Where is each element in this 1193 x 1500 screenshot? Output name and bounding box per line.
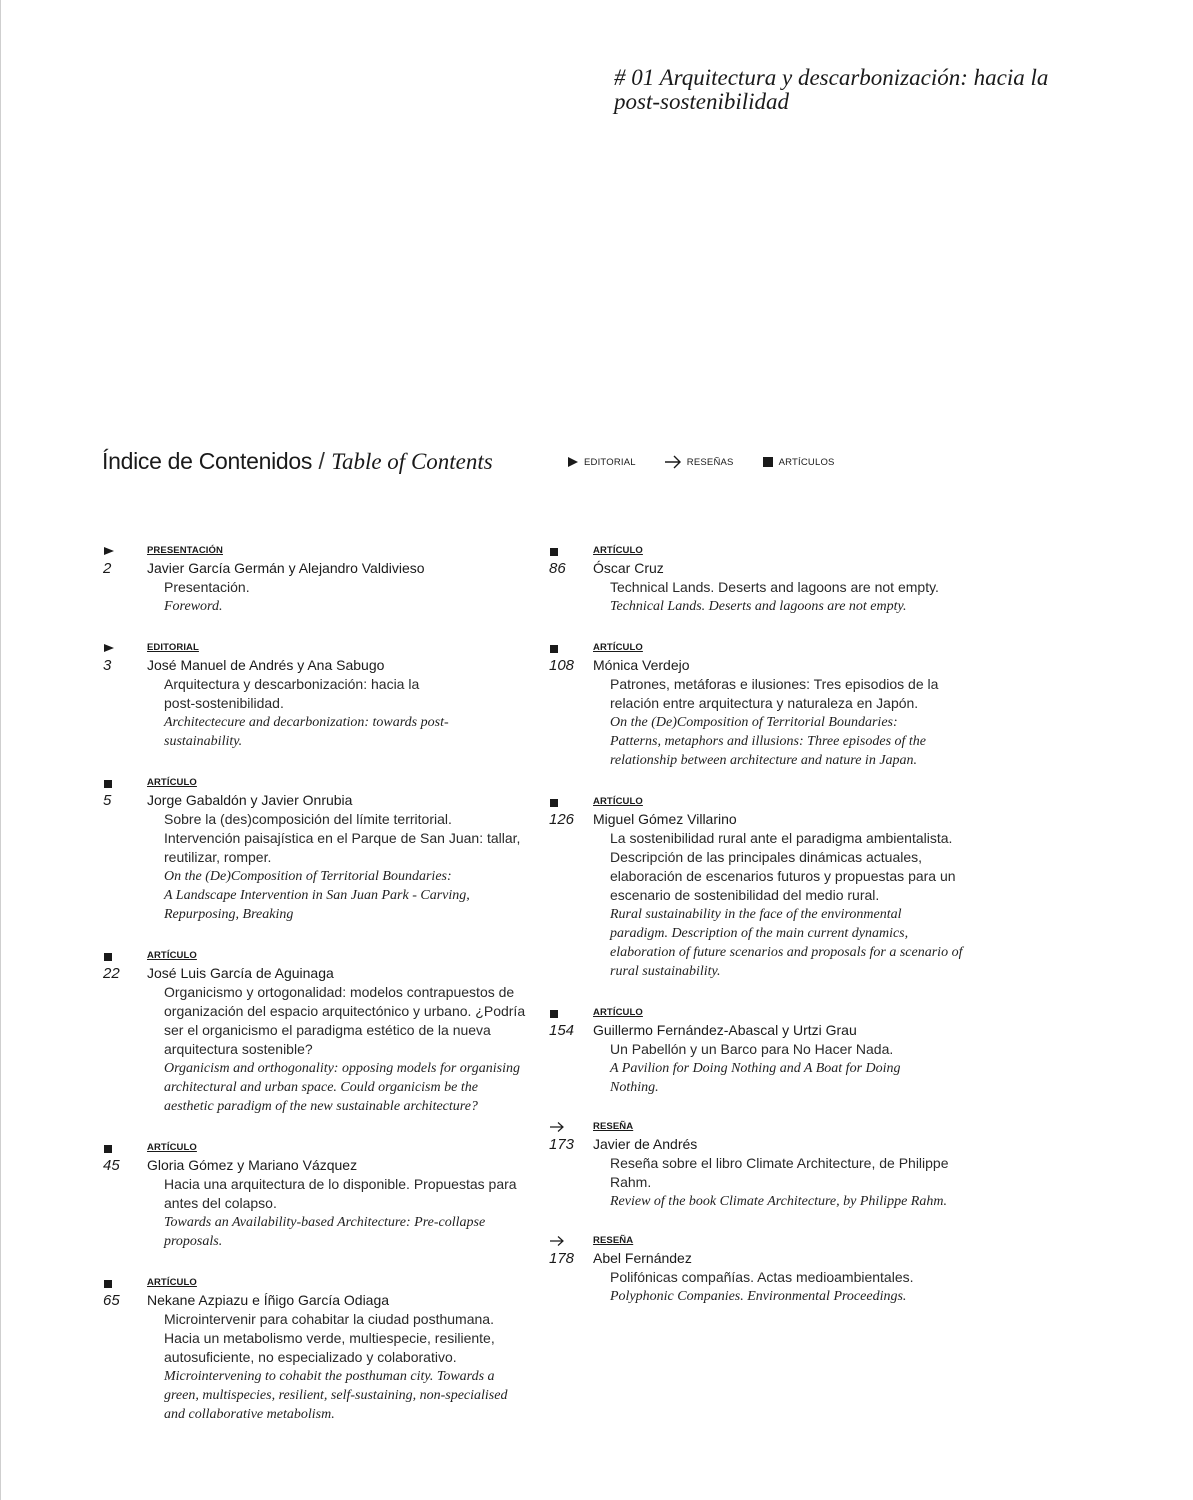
entry-page-number: 3 — [103, 657, 112, 674]
entry-description-es: arquitectura sostenible? — [164, 1041, 313, 1057]
entry-description-en: Technical Lands. Deserts and lagoons are not empty. — [610, 599, 907, 614]
toc-entry — [103, 949, 533, 1116]
entry-description-en: Review of the book Climate Architecture, by Philippe Rahm. — [610, 1194, 947, 1209]
entry-description-es: post-sostenibilidad. — [164, 695, 284, 711]
entry-description-en: rural sustainability. — [610, 964, 721, 979]
entry-authors: Javier de Andrés — [593, 1136, 698, 1152]
toc-heading — [102, 448, 493, 475]
entry-description-es: Organicismo y ortogonalidad: modelos contrapuestos de — [164, 984, 515, 1000]
entry-page-number: 173 — [549, 1136, 575, 1153]
triangle-icon — [567, 456, 579, 468]
entry-category: EDITORIAL — [147, 642, 199, 653]
entry-description-es: La sostenibilidad rural ante el paradigma ambientalista. — [610, 830, 953, 846]
entry-description-es: reutilizar, romper. — [164, 849, 272, 865]
entry-page-number: 108 — [549, 657, 575, 674]
toc-title-separator: / — [318, 448, 325, 474]
entry-description-en: A Pavilion for Doing Nothing and A Boat for Doing — [610, 1061, 901, 1076]
entry-description-es: antes del colapso. — [164, 1195, 277, 1211]
entry-category: RESEÑA — [593, 1235, 634, 1246]
entry-description-en: Nothing. — [610, 1080, 659, 1095]
toc-entry — [549, 1006, 979, 1097]
square-icon — [103, 777, 115, 789]
entry-description-es: Sobre la (des)composición del límite territorial. — [164, 811, 452, 827]
entry-description-es: Microintervenir para cohabitar la ciudad posthumana. — [164, 1311, 494, 1327]
toc-entry — [549, 1234, 979, 1306]
entry-description-en: Patterns, metaphors and illusions: Three episodes of the — [610, 734, 927, 749]
entry-page-number: 178 — [549, 1250, 575, 1267]
entry-authors: José Manuel de Andrés y Ana Sabugo — [147, 657, 385, 673]
toc-title-en: Table of Contents — [331, 449, 493, 474]
entry-description-es: Un Pabellón y un Barco para No Hacer Nada. — [610, 1041, 894, 1057]
entry-description-es: escenario de sostenibilidad del medio rural. — [610, 887, 880, 903]
entry-description-en: On the (De)Composition of Territorial Boundaries: — [610, 715, 898, 730]
entry-description-es: ser el organicismo el paradigma estético de la nueva — [164, 1022, 491, 1038]
triangle-icon — [103, 642, 115, 654]
entry-page-number: 154 — [549, 1022, 575, 1039]
entry-authors: José Luis García de Aguinaga — [147, 965, 334, 981]
page-edge-rule — [0, 0, 1, 1500]
toc-entry — [103, 641, 533, 751]
square-icon — [549, 545, 561, 557]
entry-category: ARTÍCULO — [593, 545, 643, 556]
entry-category: ARTÍCULO — [147, 950, 197, 961]
entry-category: ARTÍCULO — [147, 1142, 197, 1153]
arrow-right-icon — [549, 1235, 565, 1247]
toc-entry — [103, 544, 533, 616]
entry-description-es: autosuficiente, no especializado y colaborativo. — [164, 1349, 457, 1365]
entry-description-es: Patrones, metáforas e ilusiones: Tres episodios de la — [610, 676, 939, 692]
entry-description-es: elaboración de escenarios futuros y propuestas para un — [610, 868, 956, 884]
entry-description-en: and collaborative metabolism. — [164, 1407, 335, 1422]
entry-description-en: Organicism and orthogonality: opposing models for organising — [164, 1061, 520, 1076]
entry-category: ARTÍCULO — [593, 796, 643, 807]
arrow-right-icon — [549, 1121, 565, 1133]
entry-page-number: 65 — [103, 1292, 120, 1309]
entry-authors: Mónica Verdejo — [593, 657, 690, 673]
square-icon — [103, 1277, 115, 1289]
entry-description-es: Hacia una arquitectura de lo disponible. Propuestas para — [164, 1176, 517, 1192]
toc-column-left — [103, 544, 533, 1424]
entry-description-es: relación entre arquitectura y naturaleza en Japón. — [610, 695, 919, 711]
square-icon — [549, 1007, 561, 1019]
entry-description-en: Architectecure and decarbonization: towards post- — [164, 715, 449, 730]
legend-item-resenas — [664, 455, 734, 469]
entry-description-en: sustainability. — [164, 734, 243, 749]
square-icon — [103, 1142, 115, 1154]
entry-description-en: proposals. — [164, 1234, 223, 1249]
entry-description-es: Rahm. — [610, 1174, 652, 1190]
entry-page-number: 126 — [549, 811, 575, 828]
entry-page-number: 45 — [103, 1157, 120, 1174]
entry-category: ARTÍCULO — [147, 1277, 197, 1288]
entry-description-en: Repurposing, Breaking — [164, 907, 294, 922]
entry-authors: Jorge Gabaldón y Javier Onrubia — [147, 792, 353, 808]
toc-entry — [549, 544, 979, 616]
entry-authors: Óscar Cruz — [593, 560, 664, 576]
issue-title-line2: post-sostenibilidad — [614, 89, 790, 114]
entry-category: ARTÍCULO — [593, 1007, 643, 1018]
issue-title — [614, 66, 1134, 114]
entry-description-en: green, multispecies, resilient, self-sustaining, non-specialised — [164, 1388, 508, 1403]
arrow-right-icon — [664, 455, 682, 469]
entry-page-number: 22 — [103, 965, 120, 982]
entry-category: ARTÍCULO — [593, 642, 643, 653]
entry-description-es: Presentación. — [164, 579, 250, 595]
toc-title-es: Índice de Contenidos — [102, 448, 313, 474]
legend-label-resenas: RESEÑAS — [686, 456, 734, 468]
entry-authors: Gloria Gómez y Mariano Vázquez — [147, 1157, 358, 1173]
issue-title-line1: # 01 Arquitectura y descarbonización: hacia la — [614, 65, 1049, 90]
entry-description-es: Intervención paisajística en el Parque de San Juan: tallar, — [164, 830, 521, 846]
entry-authors: Nekane Azpiazu e Íñigo García Odiaga — [147, 1292, 390, 1308]
legend-item-articulos — [762, 456, 835, 468]
entry-description-en: A Landscape Intervention in San Juan Park - Carving, — [164, 888, 470, 903]
entry-description-es: Technical Lands. Deserts and lagoons are not empty. — [610, 579, 939, 595]
toc-entry — [549, 795, 979, 981]
legend-item-editorial — [567, 456, 636, 468]
entry-description-es: Reseña sobre el libro Climate Architecture, de Philippe — [610, 1155, 949, 1171]
entry-page-number: 2 — [103, 560, 112, 577]
entry-description-en: Microintervening to cohabit the posthuman city. Towards a — [164, 1369, 495, 1384]
toc-entry — [103, 1141, 533, 1251]
entry-authors: Abel Fernández — [593, 1250, 692, 1266]
entry-description-en: aesthetic paradigm of the new sustainable architecture? — [164, 1099, 478, 1114]
entry-page-number: 5 — [103, 792, 112, 809]
entry-description-en: On the (De)Composition of Territorial Boundaries: — [164, 869, 452, 884]
toc-entry — [103, 776, 533, 924]
entry-description-en: Polyphonic Companies. Environmental Proceedings. — [610, 1289, 907, 1304]
entry-authors: Guillermo Fernández-Abascal y Urtzi Grau — [593, 1022, 857, 1038]
entry-description-es: Hacia un metabolismo verde, multiespecie, resiliente, — [164, 1330, 495, 1346]
entry-description-en: relationship between architecture and nature in Japan. — [610, 753, 918, 768]
entry-description-en: paradigm. Description of the main current dynamics, — [610, 926, 909, 941]
toc-entry — [549, 1120, 979, 1211]
entry-description-en: elaboration of future scenarios and proposals for a scenario of — [610, 945, 963, 960]
entry-authors: Javier García Germán y Alejandro Valdivieso — [147, 560, 425, 576]
entry-description-es: organización del espacio arquitectónico y urbano. ¿Podría — [164, 1003, 526, 1019]
triangle-icon — [103, 545, 115, 557]
entry-description-es: Arquitectura y descarbonización: hacia la — [164, 676, 420, 692]
entry-category: PRESENTACIÓN — [147, 545, 223, 556]
entry-description-en: Towards an Availability-based Architecture: Pre-collapse — [164, 1215, 486, 1230]
square-icon — [762, 456, 774, 468]
legend-label-articulos: ARTÍCULOS — [778, 456, 835, 468]
toc-entry — [549, 641, 979, 770]
entry-description-es: Polifónicas compañías. Actas medioambientales. — [610, 1269, 914, 1285]
legend-label-editorial: EDITORIAL — [584, 456, 636, 468]
entry-description-en: Rural sustainability in the face of the environmental — [610, 907, 902, 922]
entry-description-en: architectural and urban space. Could organicism be the — [164, 1080, 478, 1095]
toc-column-right — [549, 544, 979, 1306]
entry-category: RESEÑA — [593, 1121, 634, 1132]
square-icon — [103, 950, 115, 962]
entry-authors: Miguel Gómez Villarino — [593, 811, 737, 827]
entry-category: ARTÍCULO — [147, 777, 197, 788]
toc-entry — [103, 1276, 533, 1424]
entry-description-en: Foreword. — [164, 599, 223, 614]
legend — [567, 455, 863, 469]
entry-description-es: Descripción de las principales dinámicas actuales, — [610, 849, 923, 865]
entry-page-number: 86 — [549, 560, 566, 577]
square-icon — [549, 642, 561, 654]
square-icon — [549, 796, 561, 808]
